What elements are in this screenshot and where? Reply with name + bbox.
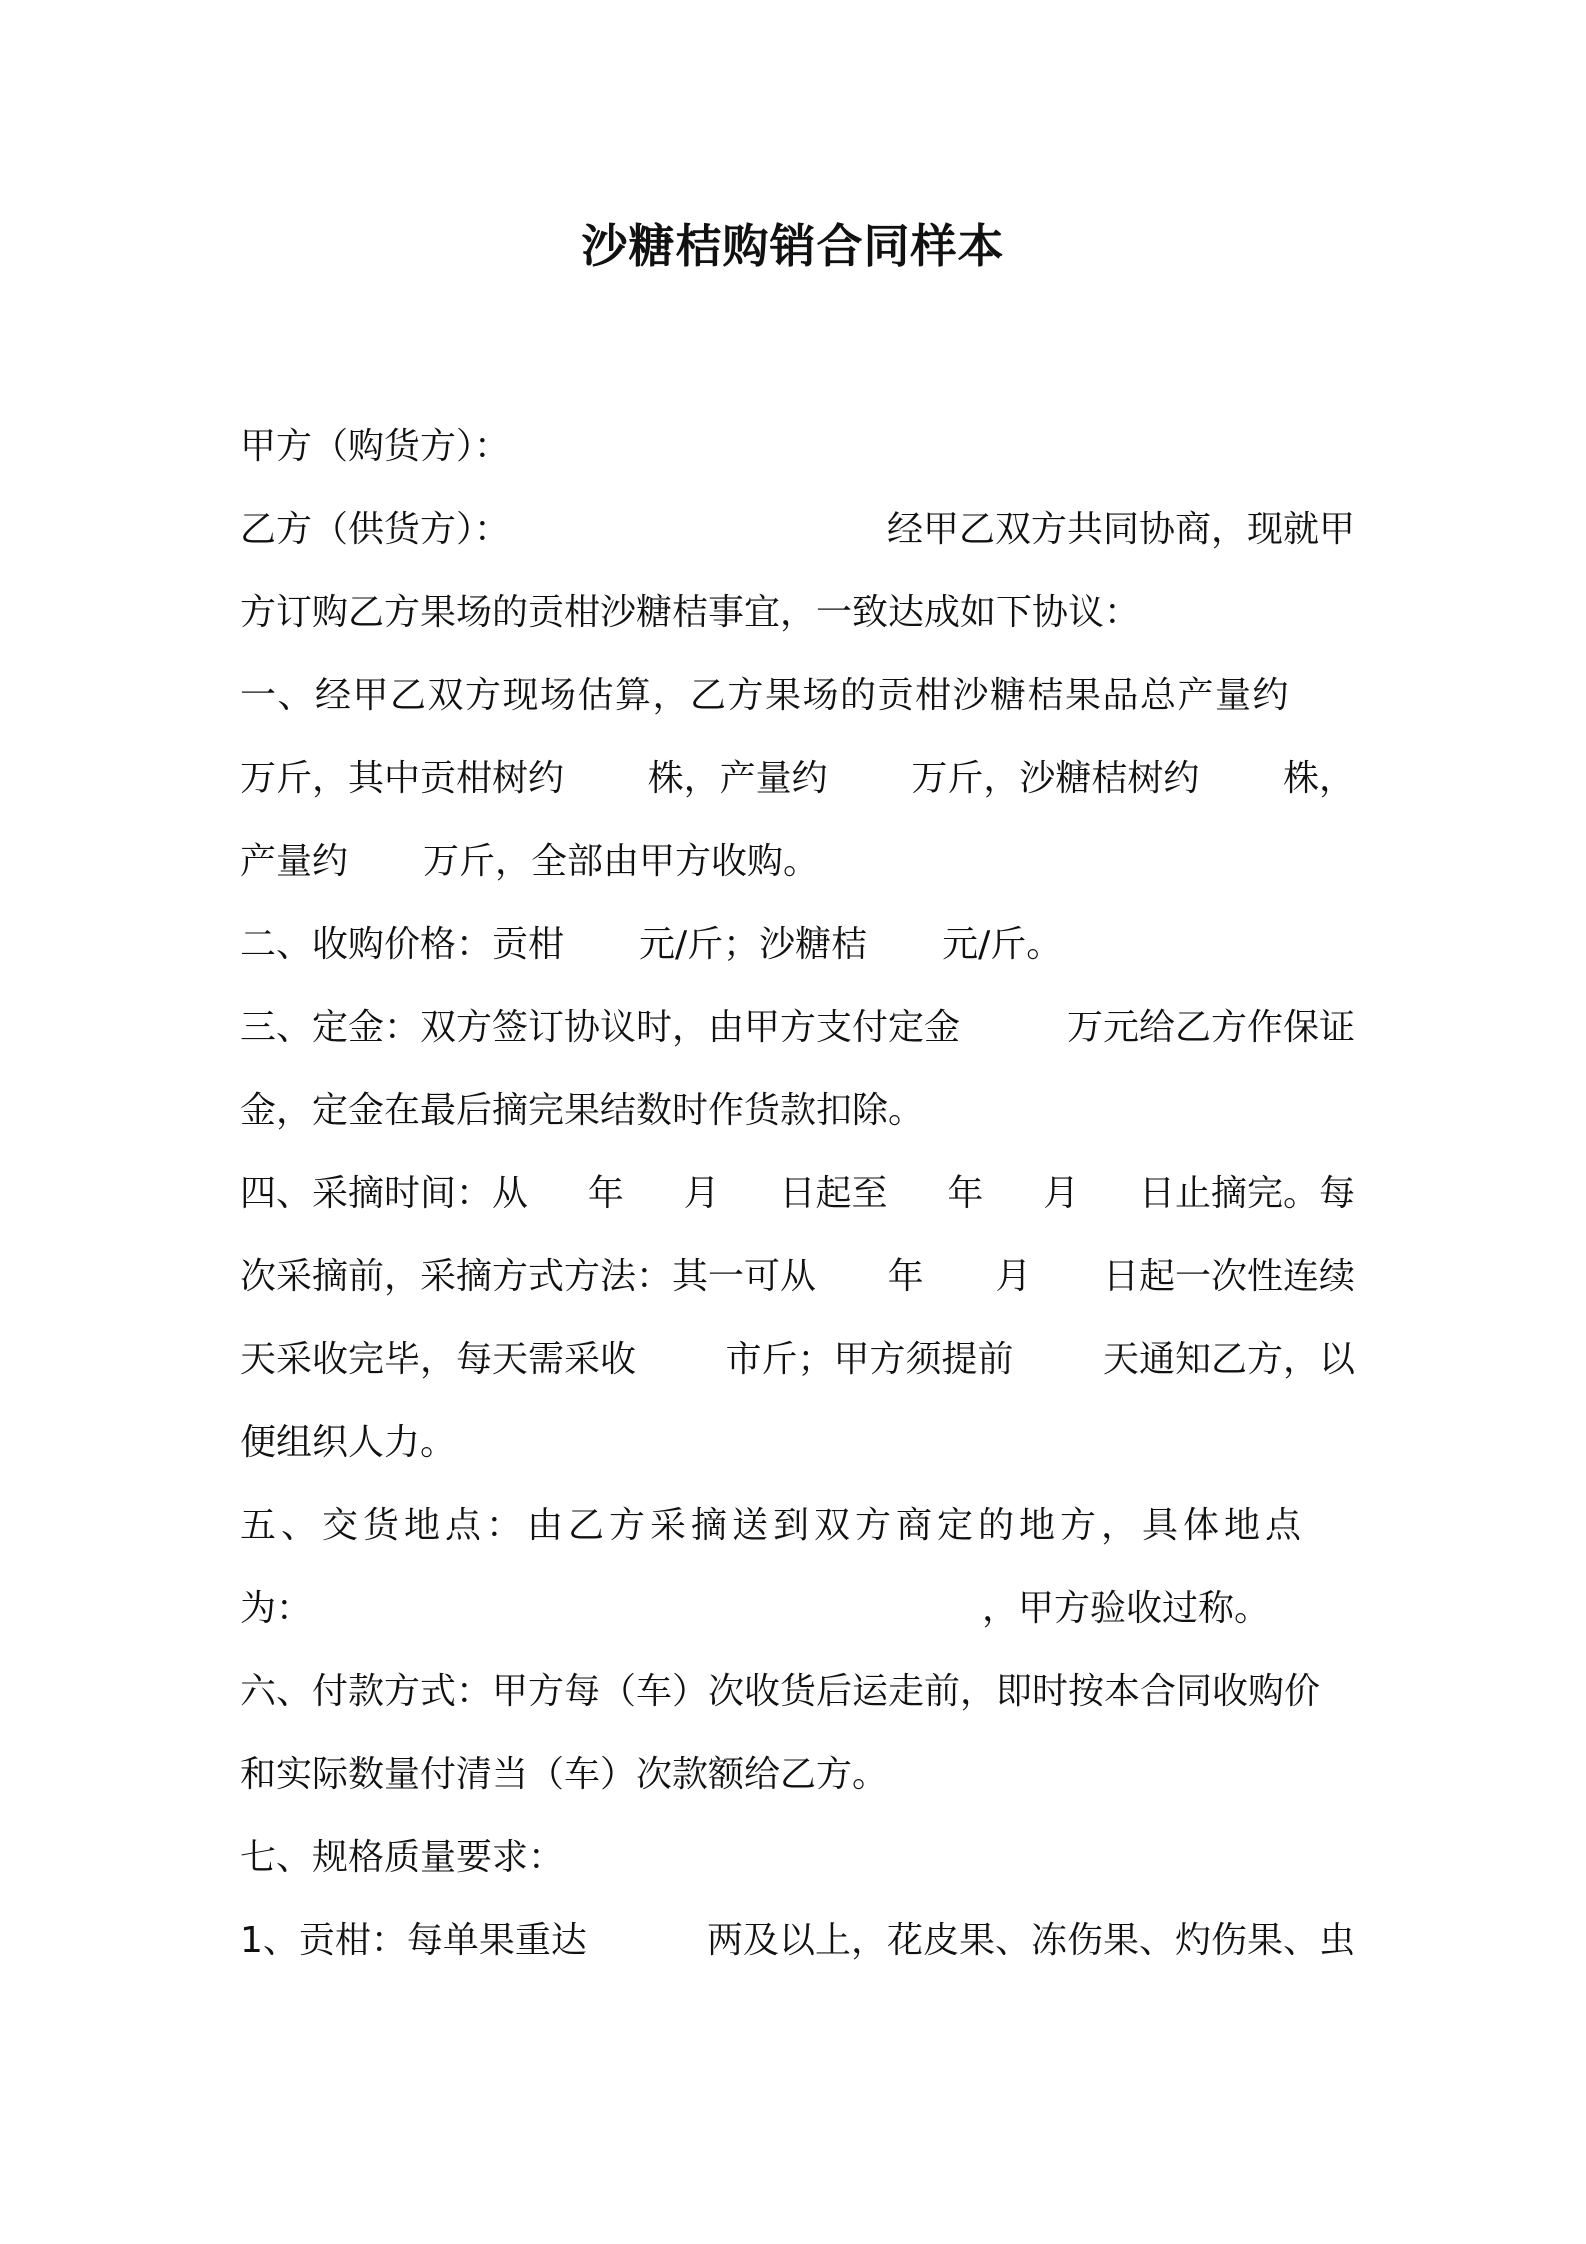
text-segment: 七、规格质量要求： xyxy=(240,1837,565,1878)
text-segment: 日止摘完。每 xyxy=(1138,1173,1355,1214)
text-segment: 元/斤。 xyxy=(942,924,1063,965)
text-segment: 月 xyxy=(995,1256,1032,1297)
text-segment: 日起一次性连续 xyxy=(1102,1256,1355,1297)
paragraph-line xyxy=(240,1733,1355,1816)
document-title: 沙糖桔购销合同样本 xyxy=(581,219,1005,273)
paragraph-line xyxy=(240,1235,1355,1318)
paragraph-line xyxy=(240,1899,1355,1982)
text-segment: 天采收完毕，每天需采收 xyxy=(240,1339,637,1380)
text-segment: 为： xyxy=(240,1588,313,1629)
text-segment: 年 xyxy=(947,1173,984,1214)
text-segment: 甲方（购货方）： xyxy=(240,426,511,467)
text-segment: 月 xyxy=(683,1173,720,1214)
paragraph-line xyxy=(240,1816,1355,1899)
text-segment: 乙方（供货方）： xyxy=(240,509,511,550)
paragraph-line xyxy=(240,820,1355,903)
paragraph-line xyxy=(240,737,1355,820)
paragraph-line xyxy=(240,654,1355,737)
text-segment: 四、采摘时间：从 xyxy=(240,1173,529,1214)
text-segment: 年 xyxy=(887,1256,924,1297)
text-segment: 两及以上，花皮果、冻伤果、灼伤果、虫 xyxy=(706,1920,1355,1961)
paragraph-line xyxy=(240,1401,1355,1484)
text-segment: 万元给乙方作保证 xyxy=(1066,1007,1355,1048)
text-segment: 经甲乙双方共同协商，现就甲 xyxy=(886,509,1355,550)
text-segment: 三、定金：双方签订协议时，由甲方支付定金 xyxy=(240,1007,961,1048)
text-segment: 万斤，沙糖桔树约 xyxy=(911,758,1200,799)
text-segment: 日起至 xyxy=(779,1173,888,1214)
text-segment: 万斤，全部由甲方收购。 xyxy=(423,841,820,882)
paragraph-line xyxy=(240,903,1355,986)
paragraph-line xyxy=(240,1650,1355,1733)
text-segment: 六、付款方式：甲方每（车）次收货后运走前，即时按本合同收购价 xyxy=(240,1671,1321,1712)
text-segment: 一、经甲乙双方现场估算，乙方果场的贡柑沙糖桔果品总产量约 xyxy=(240,675,1291,716)
text-segment: 市斤；甲方须提前 xyxy=(725,1339,1014,1380)
paragraph-line xyxy=(240,1318,1355,1401)
paragraph-line xyxy=(240,1484,1355,1567)
paragraph-line xyxy=(240,1152,1355,1235)
paragraph-line xyxy=(240,1069,1355,1152)
paragraph-line xyxy=(240,405,1355,488)
paragraph-line xyxy=(240,1567,1355,1650)
text-segment: 二、收购价格：贡柑 xyxy=(240,924,565,965)
text-segment: 和实际数量付清当（车）次款额给乙方。 xyxy=(240,1754,889,1795)
text-segment: 万斤，其中贡柑树约 xyxy=(240,758,565,799)
text-segment: 金，定金在最后摘完果结数时作货款扣除。 xyxy=(240,1090,925,1131)
paragraph-line xyxy=(240,488,1355,571)
text-segment: 株， xyxy=(1282,758,1355,799)
text-segment: 五、交货地点：由乙方采摘送到双方商定的地方，具体地点 xyxy=(240,1505,1307,1546)
text-segment: ，甲方验收过称。 xyxy=(982,1588,1271,1629)
text-segment: 方订购乙方果场的贡柑沙糖桔事宜，一致达成如下协议： xyxy=(240,592,1141,633)
text-segment: 月 xyxy=(1043,1173,1080,1214)
text-segment: 次采摘前，采摘方式方法：其一可从 xyxy=(240,1256,817,1297)
text-segment: 天通知乙方，以 xyxy=(1102,1339,1355,1380)
paragraph-line xyxy=(240,571,1355,654)
text-segment: 便组织人力。 xyxy=(240,1422,457,1463)
paragraph-line xyxy=(240,986,1355,1069)
document-body xyxy=(240,405,1355,1982)
text-segment: 1、贡柑：每单果重达 xyxy=(240,1920,587,1961)
text-segment: 年 xyxy=(587,1173,624,1214)
text-segment: 元/斤；沙糖桔 xyxy=(639,924,868,965)
text-segment: 产量约 xyxy=(240,841,349,882)
text-segment: 株，产量约 xyxy=(647,758,828,799)
